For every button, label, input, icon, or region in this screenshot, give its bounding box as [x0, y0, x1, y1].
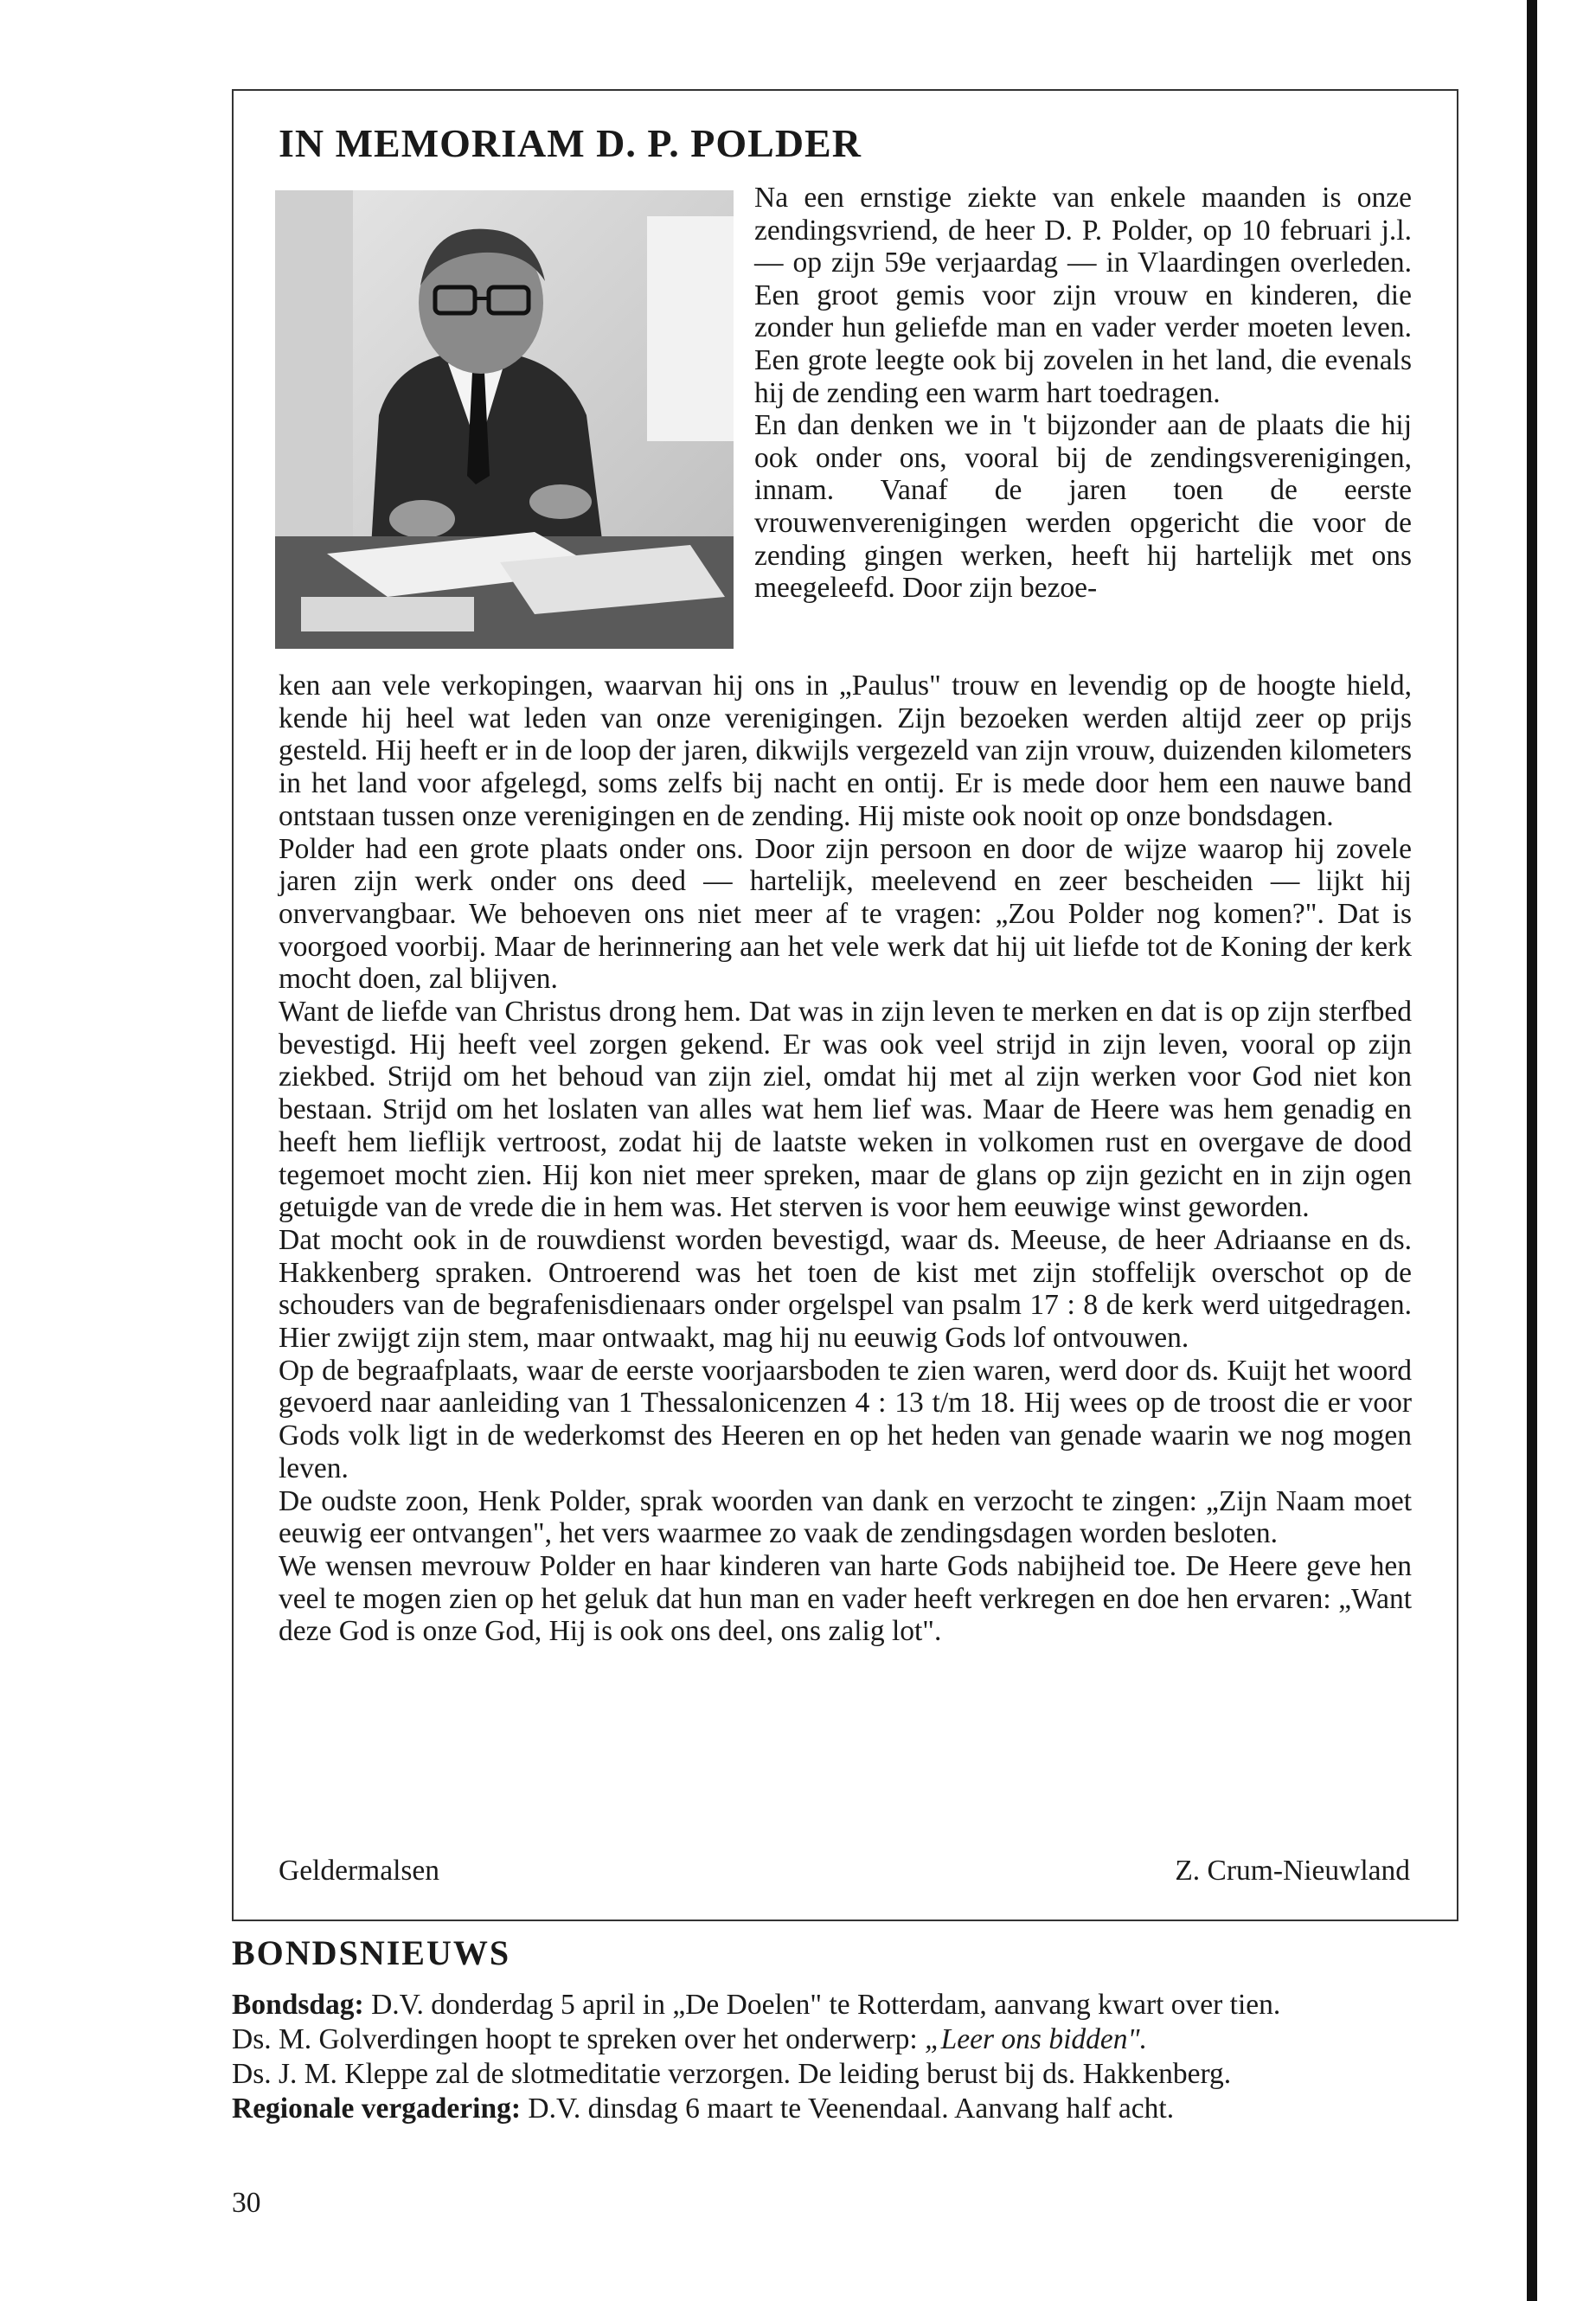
bondsdag-text: D.V. donderdag 5 april in „De Doelen" te Rotterdam, aanvang kwart over tien. — [363, 1989, 1281, 2021]
closing-place: Geldermalsen — [279, 1855, 440, 1887]
scan-edge-bar — [1527, 0, 1537, 2301]
speaker-text: Ds. M. Golverdingen hoopt te spreken over het onderwerp: — [232, 2023, 926, 2055]
body-paragraph: Want de liefde van Christus drong hem. Dat was in zijn leven te merken en dat is op zijn sterfbed bevestigd. Hij heeft veel zorgen gekend. Er was ook veel strijd in zijn leven, vooral op zijn ziekbed. Strijd om het behoud van zijn ziel, omdat hij met al zijn werken voor God niet kon bestaan. Strijd om het loslaten van alles wat hem lief was. Maar de Heere was hem genadig en heeft hem lieflijk vertroost, zodat hij de laatste weken in volkomen rust en overgave de dood tegemoet mocht zien. Hij kon niet meer spreken, maar de glans op zijn gezicht en in zijn ogen getuigde van de vrede die in hem was. Het sterven is voor hem eeuwige winst geworden. — [279, 996, 1412, 1224]
bondsnieuws-body — [232, 1988, 1460, 2126]
bondsdag-line — [232, 1988, 1460, 2022]
body-paragraph: Op de begraafplaats, waar de eerste voorjaarsboden te zien waren, werd door ds. Kuijt het woord gevoerd naar aanleiding van 1 Thessalonicenzen 4 : 13 t/m 18. Hij wees op de troost die er voor Gods volk ligt in de wederkomst des Heeren en op het heden van genade waarin we nog mogen leven. — [279, 1354, 1412, 1484]
body-paragraph: Dat mocht ook in de rouwdienst worden bevestigd, waar ds. Meeuse, de heer Adriaanse en ds. Hakkenberg spraken. Ontroerend was het toen de kist met zijn stoffelijk overschot op de schouders van de begrafenisdienaars onder orgelspel van psalm 17 : 8 de kerk werd uitgedragen. Hier zwijgt zijn stem, maar ontwaakt, mag hij nu eeuwig Gods lof ontvouwen. — [279, 1223, 1412, 1355]
portrait-photo-icon — [275, 190, 734, 649]
closing-author: Z. Crum-Nieuwland — [1175, 1855, 1410, 1887]
speaker-line — [232, 2022, 1460, 2057]
memoriam-body — [279, 670, 1412, 1648]
bondsnieuws-title: BONDSNIEUWS — [232, 1933, 511, 1972]
body-paragraph: Polder had een grote plaats onder ons. Door zijn persoon en door de wijze waarop hij zovele jaren zijn werk onder ons deed — hartelijk, meelevend en zeer bescheiden — lijkt hij onvervangbaar. We behoeven ons niet meer af te vragen: „Zou Polder nog komen?". Dat is voorgoed voorbij. Maar de herinnering aan het vele werk dat hij uit liefde tot de Koning der kerk mocht doen, zal blijven. — [279, 832, 1412, 996]
body-paragraph: De oudste zoon, Henk Polder, sprak woorden van dank en verzocht te zingen: „Zijn Naam moet eeuwig eer ontvangen", het vers waarmee zo vaak de zendingsdagen worden besloten. — [279, 1484, 1412, 1550]
intro-paragraph: Na een ernstige ziekte van enkele maanden is onze zendingsvriend, de heer D. P. Polder, op 10 februari j.l. — op zijn 59e verjaardag — in Vlaardingen overleden. Een groot gemis voor zijn vrouw en kinderen, die zonder hun geliefde man en vader verder moeten leven. Een grote leegte ook bij zovelen in het land, die evenals hij de zending een warm hart toedragen. — [754, 182, 1412, 409]
regional-label: Regionale vergadering: — [232, 2093, 522, 2125]
memoriam-intro — [754, 182, 1412, 605]
closing-line: Ds. J. M. Kleppe zal de slotmeditatie verzorgen. De leiding berust bij ds. Hakkenberg. — [232, 2058, 1232, 2090]
page-number: 30 — [232, 2187, 261, 2219]
regional-line — [232, 2092, 1460, 2126]
portrait-photo — [275, 190, 734, 649]
regional-text: D.V. dinsdag 6 maart te Veenendaal. Aanvang half acht. — [521, 2093, 1175, 2125]
speaker-topic: „Leer ons bidden". — [925, 2023, 1147, 2055]
body-paragraph: We wensen mevrouw Polder en haar kinderen van harte Gods nabijheid toe. De Heere geve hen veel te mogen zien op het geluk dat hun man en vader heeft verkregen en doe hen ervaren: „Want deze God is onze God, Hij is ook ons deel, ons zalig lot". — [279, 1549, 1412, 1648]
body-paragraph: ken aan vele verkopingen, waarvan hij ons in „Paulus" trouw en levendig op de hoogte hield, kende hij heel wat leden van onze verenigingen. Zijn bezoeken werden altijd zeer op prijs gesteld. Hij heeft er in de loop der jaren, dikwijls vergezeld van zijn vrouw, duizenden kilometers in het land voor afgelegd, soms zelfs bij nacht en ontij. Er is mede door hem een nauwe band ontstaan tussen onze verenigingen en de zending. Hij miste ook nooit op onze bondsdagen. — [279, 670, 1412, 832]
memoriam-title: IN MEMORIAM D. P. POLDER — [279, 121, 862, 165]
bondsdag-label: Bondsdag: — [232, 1989, 364, 2021]
intro-paragraph: En dan denken we in 't bijzonder aan de plaats die hij ook onder ons, vooral bij de zendingsverenigingen, innam. Vanaf de jaren toen de eerste vrouwenverenigingen werden opgericht die voor de zending gingen werken, heeft hij hartelijk met ons meegeleefd. Door zijn bezoe- — [754, 409, 1412, 605]
